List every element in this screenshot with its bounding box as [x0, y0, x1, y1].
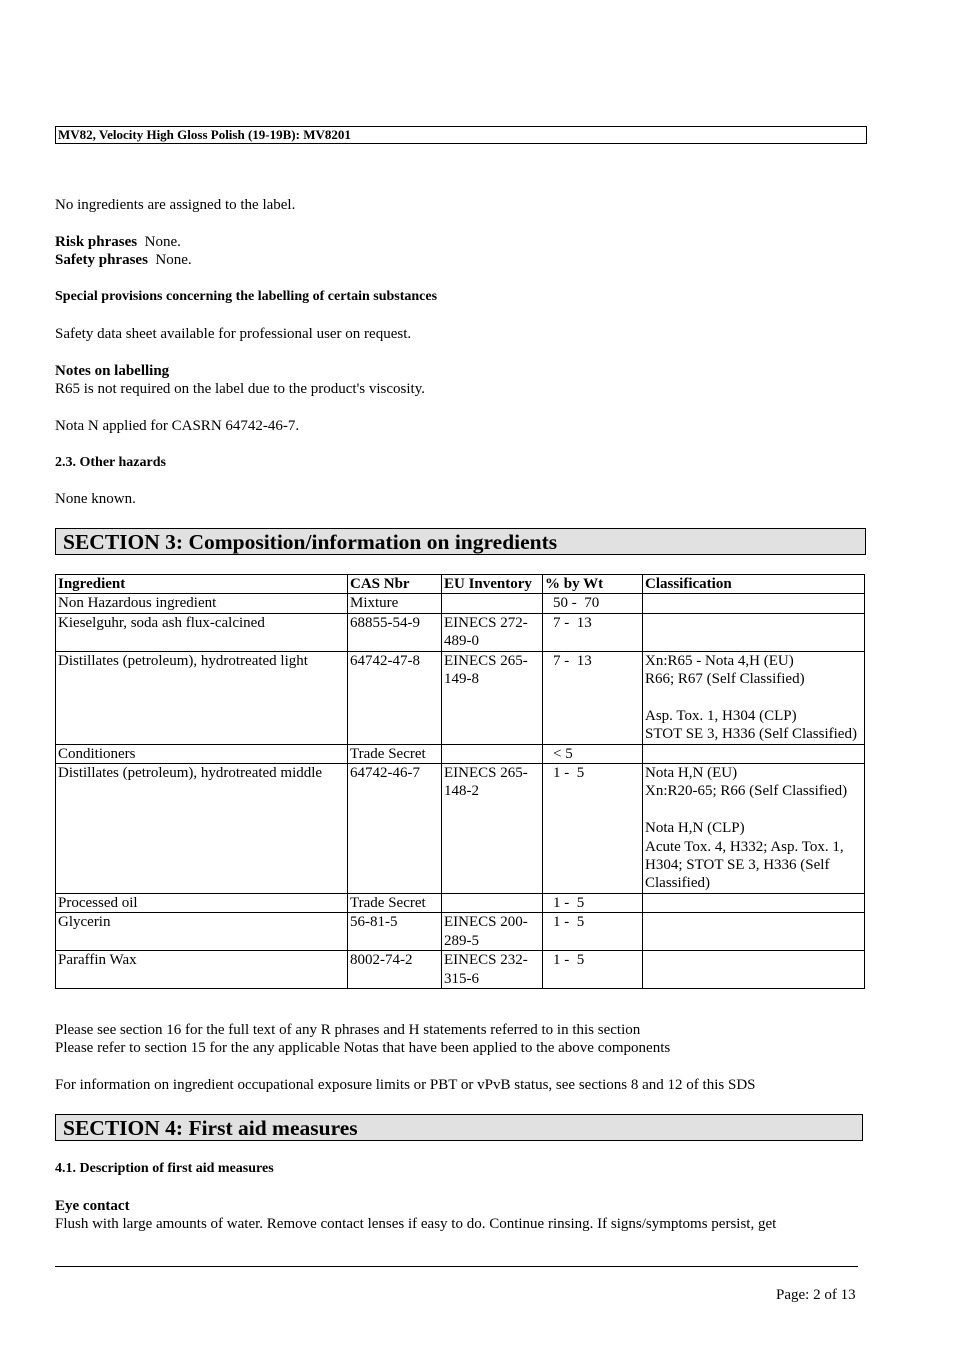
classification-line: Nota H,N (EU): [645, 765, 738, 782]
table-row: [56, 893, 865, 912]
page-number: Page: 2 of 13: [776, 1287, 856, 1303]
risk-phrases-value: None.: [144, 234, 181, 250]
section-3-heading: SECTION 3: Composition/information on ingredients: [55, 528, 866, 555]
eu-inventory-cell: EINECS 265-148-2: [442, 764, 543, 894]
note-nota-n-text: Nota N applied for CASRN 64742-46-7.: [55, 418, 300, 434]
classification-cell: [643, 744, 865, 763]
classification-cell: [643, 893, 865, 912]
eye-contact-heading: Eye contact: [55, 1198, 130, 1214]
eu-inventory-cell: [442, 744, 543, 763]
column-header-classification: Classification: [643, 575, 865, 594]
percent-cell: 1 - 5: [543, 893, 643, 912]
eye-contact-text: Flush with large amounts of water. Remove contact lenses if easy to do. Continue rinsing. If signs/symptoms persist, get: [55, 1216, 777, 1232]
classification-line: Nota H,N (CLP): [645, 820, 745, 837]
eu-inventory-cell: EINECS 272-489-0: [442, 613, 543, 651]
classification-cell: [643, 613, 865, 651]
cas-cell: 56-81-5: [348, 913, 442, 951]
classification-cell: [643, 764, 865, 894]
ingredient-cell: Paraffin Wax: [56, 951, 348, 989]
safety-phrases-line: [55, 251, 192, 269]
first-aid-subheading: 4.1. Description of first aid measures: [55, 1161, 274, 1176]
footer-divider: [55, 1266, 858, 1267]
eu-inventory-cell: [442, 893, 543, 912]
ingredient-cell: Glycerin: [56, 913, 348, 951]
no-ingredients-text: No ingredients are assigned to the label.: [55, 197, 296, 213]
eu-inventory-cell: EINECS 232-315-6: [442, 951, 543, 989]
table-row: [56, 744, 865, 763]
table-row: [56, 613, 865, 651]
ingredient-cell: Conditioners: [56, 744, 348, 763]
cas-cell: 8002-74-2: [348, 951, 442, 989]
classification-cell: [643, 951, 865, 989]
percent-cell: < 5: [543, 744, 643, 763]
classification-cell: [643, 651, 865, 744]
eu-inventory-cell: [442, 594, 543, 613]
classification-line: Xn:R20-65; R66 (Self Classified): [645, 783, 848, 800]
note-r65-text: R65 is not required on the label due to the product's viscosity.: [55, 381, 425, 397]
cas-cell: Mixture: [348, 594, 442, 613]
ingredients-table: [55, 574, 865, 989]
cas-cell: 68855-54-9: [348, 613, 442, 651]
percent-cell: 1 - 5: [543, 764, 643, 894]
eu-inventory-cell: EINECS 265-149-8: [442, 651, 543, 744]
safety-phrases-value: None.: [155, 252, 192, 268]
column-header-cas: CAS Nbr: [348, 575, 442, 594]
special-provisions-heading: Special provisions concerning the labelling of certain substances: [55, 289, 438, 304]
percent-cell: 50 - 70: [543, 594, 643, 613]
percent-cell: 1 - 5: [543, 951, 643, 989]
classification-cell: [643, 594, 865, 613]
risk-phrases-label: Risk phrases: [55, 234, 138, 250]
table-row: [56, 651, 865, 744]
cas-cell: Trade Secret: [348, 744, 442, 763]
cas-cell: 64742-47-8: [348, 651, 442, 744]
table-row: [56, 913, 865, 951]
note-exposure-limits: For information on ingredient occupational exposure limits or PBT or vPvB status, see sections 8 and 12 of this SDS: [55, 1077, 756, 1093]
note-notas: Please refer to section 15 for the any applicable Notas that have been applied to the above components: [55, 1040, 671, 1056]
table-row: [56, 764, 865, 894]
column-header-eu-inventory: EU Inventory: [442, 575, 543, 594]
classification-line: [645, 688, 862, 706]
note-r-h-phrases: Please see section 16 for the full text of any R phrases and H statements referred to in this section: [55, 1022, 641, 1038]
classification-line: Xn:R65 - Nota 4,H (EU): [645, 652, 794, 669]
ingredient-cell: Distillates (petroleum), hydrotreated light: [56, 651, 348, 744]
ingredient-cell: Processed oil: [56, 893, 348, 912]
document-header: MV82, Velocity High Gloss Polish (19-19B): MV8201: [55, 126, 867, 144]
table-row: [56, 594, 865, 613]
classification-line: STOT SE 3, H336 (Self Classified): [645, 726, 857, 743]
cas-cell: 64742-46-7: [348, 764, 442, 894]
percent-cell: 1 - 5: [543, 913, 643, 951]
classification-line: [645, 801, 862, 819]
notes-on-labelling-heading: Notes on labelling: [55, 363, 170, 379]
classification-cell: [643, 913, 865, 951]
eu-inventory-cell: EINECS 200-289-5: [442, 913, 543, 951]
cas-cell: Trade Secret: [348, 893, 442, 912]
ingredient-cell: Kieselguhr, soda ash flux-calcined: [56, 613, 348, 651]
percent-cell: 7 - 13: [543, 651, 643, 744]
classification-line: Acute Tox. 4, H332; Asp. Tox. 1, H304; STOT SE 3, H336 (Self Classified): [645, 838, 844, 892]
column-header-percent: % by Wt: [543, 575, 643, 594]
safety-phrases-label: Safety phrases: [55, 252, 148, 268]
classification-line: Asp. Tox. 1, H304 (CLP): [645, 707, 797, 724]
ingredient-cell: Distillates (petroleum), hydrotreated middle: [56, 764, 348, 894]
section-4-heading: SECTION 4: First aid measures: [55, 1114, 863, 1141]
other-hazards-value: None known.: [55, 491, 136, 507]
percent-cell: 7 - 13: [543, 613, 643, 651]
table-row: [56, 951, 865, 989]
risk-phrases-line: [55, 233, 181, 251]
sds-available-text: Safety data sheet available for professional user on request.: [55, 326, 412, 342]
table-header-row: [56, 575, 865, 594]
classification-line: R66; R67 (Self Classified): [645, 671, 805, 688]
column-header-ingredient: Ingredient: [56, 575, 348, 594]
other-hazards-heading: 2.3. Other hazards: [55, 455, 166, 470]
ingredient-cell: Non Hazardous ingredient: [56, 594, 348, 613]
